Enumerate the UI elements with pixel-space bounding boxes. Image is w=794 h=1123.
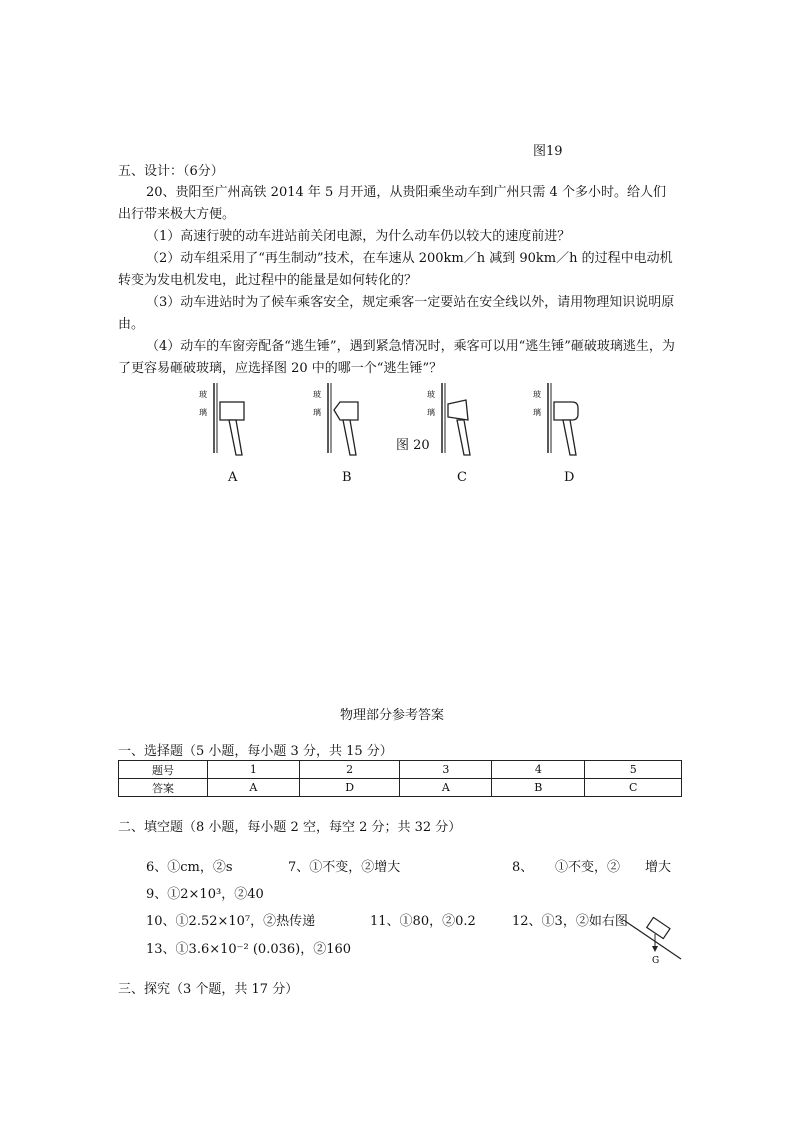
table-cell: C bbox=[585, 779, 682, 797]
figure-19-caption: 图19 bbox=[533, 144, 563, 159]
question-20-intro: 20、贵阳至广州高铁 2014 年 5 月开通，从贵阳乘坐动车到广州只需 4 个多小时。给人们出行带来极大方便。 bbox=[118, 185, 666, 222]
hammer-c-illustration bbox=[424, 383, 484, 458]
question-20-part-4: （4）动车的车窗旁配备“逃生锤”，遇到紧急情况时，乘客可以用“逃生锤”砸破玻璃逃生，为了更容易砸破玻璃，应选择图 20 中的哪一个“逃生锤”？ bbox=[118, 339, 675, 376]
glass-label: 玻 bbox=[199, 390, 207, 399]
glass-label: 璃 bbox=[199, 408, 207, 417]
answer-q12: 12、①3，②如右图 bbox=[512, 914, 628, 929]
gravity-label: G bbox=[652, 956, 660, 966]
answer-q7: 7、①不变，②增大 bbox=[288, 860, 401, 875]
answer-q13: 13、①3.6×10⁻² (0.036)，②160 bbox=[146, 942, 352, 957]
table-cell: 答案 bbox=[119, 779, 208, 797]
section-5-heading: 五、设计：（6分） bbox=[118, 164, 224, 179]
table-row bbox=[119, 761, 682, 779]
multiple-choice-answer-table bbox=[118, 760, 682, 797]
option-label-b: B bbox=[342, 470, 352, 485]
table-cell: 5 bbox=[585, 761, 682, 779]
table-cell: 4 bbox=[492, 761, 585, 779]
table-cell: B bbox=[492, 779, 585, 797]
glass-label: 玻 bbox=[313, 390, 321, 399]
hammer-a-illustration bbox=[196, 383, 256, 458]
glass-label: 璃 bbox=[427, 408, 435, 417]
question-20-part-1: （1）高速行驶的动车进站前关闭电源，为什么动车仍以较大的速度前进？ bbox=[146, 229, 571, 244]
answers-part-2-heading: 二、填空题（8 小题，每小题 2 空，每空 2 分；共 32 分） bbox=[118, 820, 462, 835]
table-cell: 1 bbox=[208, 761, 300, 779]
question-20-part-3: （3）动车进站时为了候车乘客安全，规定乘客一定要站在安全线以外，请用物理知识说明原由。 bbox=[118, 295, 675, 332]
table-cell: 3 bbox=[400, 761, 492, 779]
hammer-b-illustration bbox=[310, 383, 370, 458]
table-row bbox=[119, 779, 682, 797]
answer-q8: ①不变，② bbox=[555, 860, 621, 875]
answers-part-1-heading: 一、选择题（5 小题，每小题 3 分，共 15 分） bbox=[118, 744, 393, 759]
question-20-part-2: （2）动车组采用了“再生制动”技术，在车速从 200km／h 减到 90km／h 的过程中电动机转变为发电机发电，此过程中的能量是如何转化的？ bbox=[118, 251, 673, 288]
answers-part-3-heading: 三、探究（3 个题，共 17 分） bbox=[118, 982, 299, 997]
glass-label: 璃 bbox=[533, 408, 541, 417]
answer-q8-tail: 增大 bbox=[645, 860, 672, 875]
glass-label: 璃 bbox=[313, 408, 321, 417]
hammer-d-illustration bbox=[530, 383, 590, 458]
table-cell: A bbox=[400, 779, 492, 797]
option-label-a: A bbox=[228, 470, 238, 485]
answers-title: 物理部分参考答案 bbox=[340, 708, 445, 723]
table-cell: 题号 bbox=[119, 761, 208, 779]
answer-q9: 9、①2×10³，②40 bbox=[146, 887, 264, 902]
glass-label: 玻 bbox=[533, 390, 541, 399]
answer-q6: 6、①cm，②s bbox=[146, 860, 233, 875]
answer-q10: 10、①2.52×10⁷，②热传递 bbox=[146, 914, 316, 929]
answer-q11: 11、①80，②0.2 bbox=[370, 914, 476, 929]
glass-label: 玻 bbox=[427, 390, 435, 399]
figure-20-caption: 图 20 bbox=[396, 438, 430, 453]
option-label-d: D bbox=[564, 470, 575, 485]
answer-q8-number: 8、 bbox=[512, 860, 534, 875]
option-label-c: C bbox=[457, 470, 467, 485]
table-cell: D bbox=[299, 779, 400, 797]
table-cell: 2 bbox=[299, 761, 400, 779]
table-cell: A bbox=[208, 779, 300, 797]
incline-force-diagram bbox=[625, 915, 685, 965]
